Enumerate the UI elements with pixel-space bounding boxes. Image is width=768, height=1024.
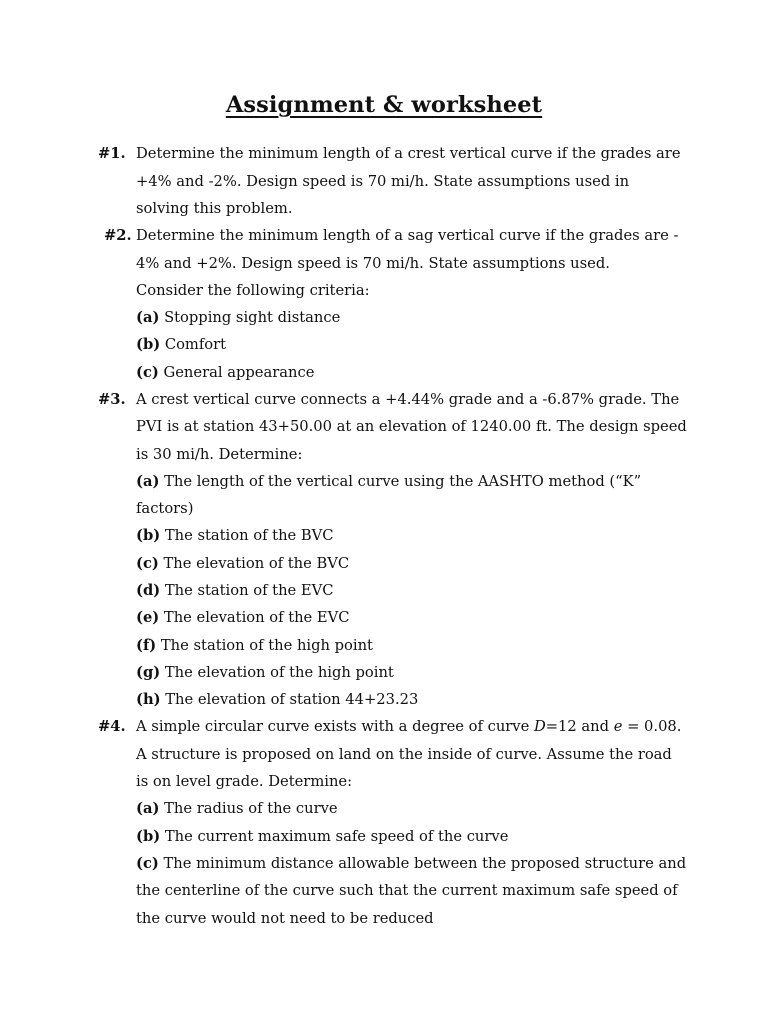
item-label: (c)	[136, 555, 159, 572]
text-segment: A simple circular curve exists with a degree of curve	[136, 718, 534, 735]
question-3-number: #3.	[98, 391, 126, 408]
question-4-line-1	[136, 718, 681, 736]
item-text: The elevation of station 44+23.23	[160, 691, 419, 708]
question-4-line-3: is on level grade. Determine:	[136, 773, 353, 790]
question-3-item-e	[136, 609, 349, 627]
item-text: The minimum distance allowable between the proposed structure and	[158, 855, 687, 872]
item-label: (b)	[136, 828, 161, 845]
question-2-line-2: 4% and +2%. Design speed is 70 mi/h. State assumptions used.	[136, 255, 610, 272]
item-text: The length of the vertical curve using the AASHTO method (“K”	[159, 473, 642, 490]
question-2-item-b	[136, 336, 226, 354]
text-segment: = 0.08.	[622, 718, 682, 735]
question-3-item-f	[136, 637, 373, 655]
item-label: (a)	[136, 309, 160, 326]
item-text: The station of the high point	[156, 637, 373, 654]
text-segment: =12 and	[545, 718, 614, 735]
question-3-item-c	[136, 555, 349, 573]
item-label: (d)	[136, 582, 161, 599]
item-label: (a)	[136, 473, 160, 490]
item-text: The station of the EVC	[160, 582, 334, 599]
item-label: (b)	[136, 336, 161, 353]
question-4-item-c-continued-2: the curve would not need to be reduced	[136, 910, 434, 927]
item-label: (e)	[136, 609, 160, 626]
question-3-line-1: A crest vertical curve connects a +4.44% grade and a -6.87% grade. The	[136, 391, 680, 408]
item-label: (c)	[136, 855, 159, 872]
item-text: The station of the BVC	[160, 527, 334, 544]
question-4-item-a	[136, 800, 338, 818]
question-2-number: #2.	[104, 227, 132, 244]
question-3-item-d	[136, 582, 333, 600]
superelevation-variable: e	[613, 718, 623, 735]
item-label: (b)	[136, 527, 161, 544]
question-1-line-2: +4% and -2%. Design speed is 70 mi/h. State assumptions used in	[136, 173, 630, 190]
item-text: General appearance	[158, 364, 315, 381]
item-text: Comfort	[160, 336, 227, 353]
item-text: The radius of the curve	[159, 800, 338, 817]
question-3-item-g	[136, 664, 394, 682]
degree-variable: D	[533, 718, 546, 735]
item-label: (f)	[136, 637, 157, 654]
question-3-line-3: is 30 mi/h. Determine:	[136, 446, 303, 463]
item-text: The elevation of the BVC	[158, 555, 350, 572]
item-text: Stopping sight distance	[159, 309, 341, 326]
question-1-number: #1.	[98, 145, 126, 162]
question-3-line-2: PVI is at station 43+50.00 at an elevation of 1240.00 ft. The design speed	[136, 418, 687, 435]
item-text: The current maximum safe speed of the curve	[160, 828, 509, 845]
page-title: Assignment & worksheet	[225, 92, 543, 118]
question-2-item-c	[136, 364, 314, 382]
item-label: (h)	[136, 691, 161, 708]
item-label: (c)	[136, 364, 159, 381]
question-3-item-b	[136, 527, 334, 545]
question-1-line-1: Determine the minimum length of a crest vertical curve if the grades are	[136, 145, 681, 162]
question-2-item-a	[136, 309, 340, 327]
question-1-line-3: solving this problem.	[136, 200, 293, 217]
question-3-item-a-continued: factors)	[136, 500, 194, 517]
question-4-item-c-continued-1: the centerline of the curve such that the current maximum safe speed of	[136, 882, 678, 899]
item-text: The elevation of the EVC	[159, 609, 350, 626]
question-2-line-3: Consider the following criteria:	[136, 282, 370, 299]
item-label: (a)	[136, 800, 160, 817]
question-3-item-a	[136, 473, 641, 491]
question-2-line-1: Determine the minimum length of a sag vertical curve if the grades are -	[136, 227, 679, 244]
question-3-item-h	[136, 691, 418, 709]
question-4-item-c	[136, 855, 686, 873]
question-4-number: #4.	[98, 718, 126, 735]
item-label: (g)	[136, 664, 161, 681]
question-4-item-b	[136, 828, 508, 846]
item-text: The elevation of the high point	[160, 664, 394, 681]
question-4-line-2: A structure is proposed on land on the inside of curve. Assume the road	[136, 746, 672, 763]
